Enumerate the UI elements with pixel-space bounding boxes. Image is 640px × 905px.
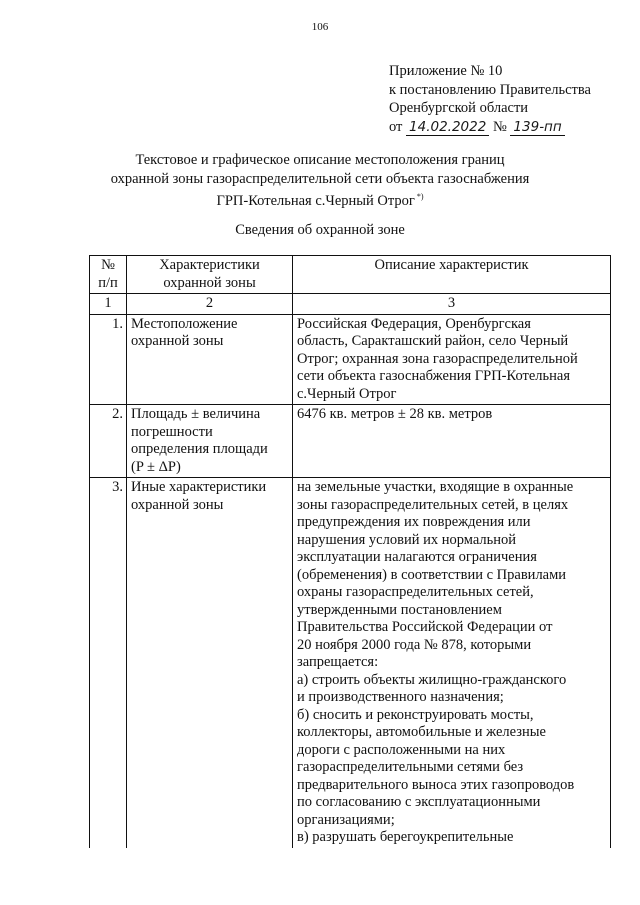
annex-number-sign: № xyxy=(492,118,507,135)
zone-table xyxy=(89,255,611,848)
header-description: Описание характеристик xyxy=(293,256,611,294)
description-line: в) разрушать берегоукрепительные xyxy=(297,829,514,845)
description-line: охраны газораспределительных сетей, xyxy=(297,584,534,600)
annex-line-1: Приложение № 10 xyxy=(389,63,503,79)
description-line: Российская Федерация, Оренбургская xyxy=(297,315,531,332)
description-line: Правительства Российской Федерации от xyxy=(297,619,553,635)
description-line: организациями; xyxy=(297,811,395,828)
description-line: 20 ноября 2000 года № 878, которыми xyxy=(297,636,532,653)
header-characteristic-line: охранной зоны xyxy=(163,274,256,291)
description-line: с.Черный Отрог xyxy=(297,385,397,402)
description-line: Отрог; охранная зона газораспределительной xyxy=(297,350,578,367)
description-line: (обременения) в соответствии с Правилами xyxy=(297,566,567,583)
annex-date-prefix: от xyxy=(389,118,403,135)
table-row xyxy=(90,478,611,848)
header-num-line: № xyxy=(101,257,115,273)
characteristic-line: Местоположение xyxy=(131,315,238,332)
table-row xyxy=(90,314,611,405)
description-line: предварительного выноса этих газопроводов xyxy=(297,776,575,793)
row-number: 3. xyxy=(90,478,127,848)
annex-header xyxy=(389,62,629,136)
characteristic-line: охранной зоны xyxy=(131,333,224,349)
description-line: коллекторы, автомобильные и железные xyxy=(297,724,546,740)
characteristic-line: (P ± ΔP) xyxy=(131,458,181,475)
document-title xyxy=(0,151,640,210)
title-line-1: Текстовое и графическое описание местоположения границ xyxy=(135,152,505,168)
title-line-2: охранной зоны газораспределительной сети объекта газоснабжения xyxy=(110,170,530,187)
description-line: и производственного назначения; xyxy=(297,689,504,705)
description-line: предупреждения их повреждения или xyxy=(297,514,531,530)
annex-date-line xyxy=(389,118,629,137)
header-num xyxy=(90,256,127,294)
table-header-row xyxy=(90,256,611,294)
row-characteristic xyxy=(127,478,293,848)
description-line: газораспределительными сетями без xyxy=(297,759,524,775)
page-number: 106 xyxy=(311,21,329,33)
description-line: б) сносить и реконструировать мосты, xyxy=(297,706,534,723)
annex-number-handwritten: 139-пп xyxy=(510,120,564,136)
row-number: 2. xyxy=(90,405,127,478)
description-line: область, Саракташский район, село Черный xyxy=(297,333,569,349)
header-characteristic-line: Характеристики xyxy=(159,257,260,273)
description-line: эксплуатации налагаются ограничения xyxy=(297,549,537,565)
title-line-3-text: ГРП-Котельная с.Черный Отрог xyxy=(216,192,415,209)
table-index-row xyxy=(90,294,611,315)
description-line: зоны газораспределительных сетей, в целях xyxy=(297,496,569,513)
characteristic-line: определения площади xyxy=(131,441,268,457)
index-cell: 3 xyxy=(293,294,611,315)
characteristic-line: Площадь ± величина xyxy=(131,406,261,422)
characteristic-line: погрешности xyxy=(131,423,213,440)
index-cell: 2 xyxy=(127,294,293,315)
annex-date-handwritten: 14.02.2022 xyxy=(406,120,489,136)
description-line: дороги с расположенными на них xyxy=(297,741,506,758)
index-cell: 1 xyxy=(90,294,127,315)
section-title: Сведения об охранной зоне xyxy=(235,222,405,238)
characteristic-line: Иные характеристики xyxy=(131,479,267,495)
row-description xyxy=(293,478,611,848)
table-row xyxy=(90,405,611,478)
footnote-mark: *) xyxy=(416,192,424,201)
description-line: запрещается: xyxy=(297,654,379,670)
row-characteristic xyxy=(127,405,293,478)
row-characteristic xyxy=(127,314,293,405)
row-description xyxy=(293,314,611,405)
header-characteristic xyxy=(127,256,293,294)
description-line: сети объекта газоснабжения ГРП-Котельная xyxy=(297,368,571,384)
row-number: 1. xyxy=(90,314,127,405)
characteristic-line: охранной зоны xyxy=(131,496,224,513)
description-line: 6476 кв. метров ± 28 кв. метров xyxy=(297,406,493,422)
description-line: по согласованию с эксплуатационными xyxy=(297,794,541,810)
title-line-3 xyxy=(0,188,640,210)
description-line: утвержденными постановлением xyxy=(297,601,502,618)
annex-line-3: Оренбургской области xyxy=(389,100,529,116)
description-line: на земельные участки, входящие в охранные xyxy=(297,479,574,495)
description-line: нарушения условий их нормальной xyxy=(297,531,517,548)
annex-line-2: к постановлению Правительства xyxy=(389,81,591,98)
header-num-line: п/п xyxy=(98,274,118,291)
description-line: а) строить объекты жилищно-гражданского xyxy=(297,671,567,688)
row-description xyxy=(293,405,611,478)
